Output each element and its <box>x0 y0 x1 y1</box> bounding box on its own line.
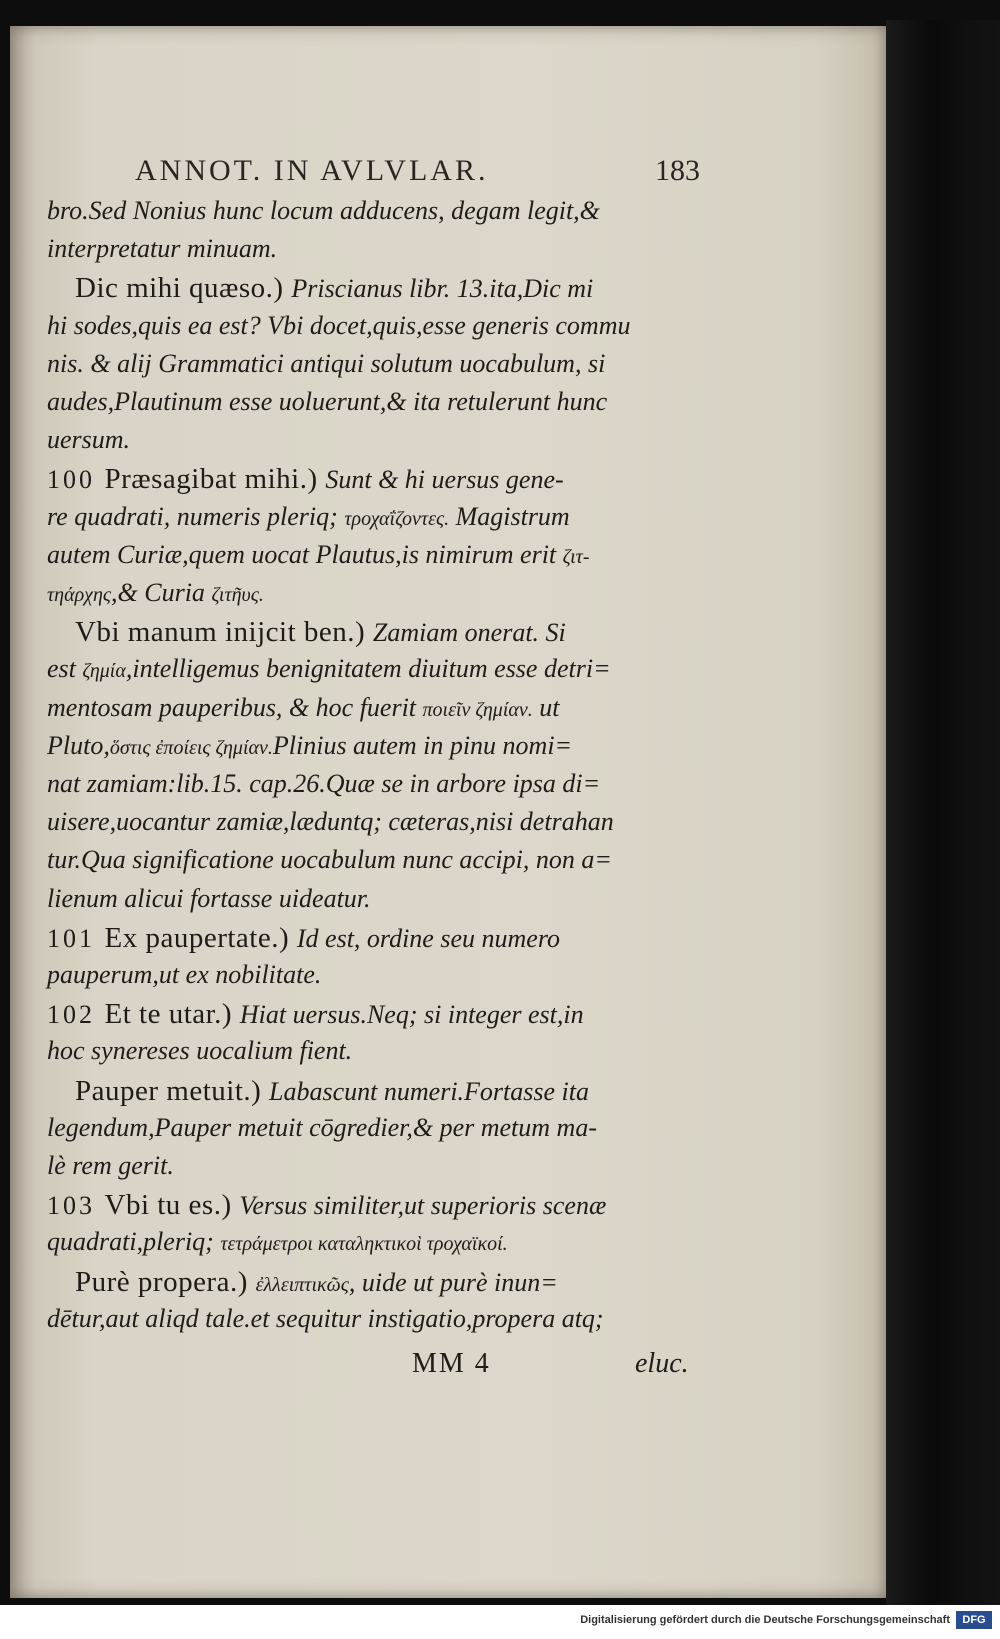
commentary-text: ,intelligemus benignitatem diuitum esse detri= <box>125 654 611 684</box>
text-line <box>47 693 560 723</box>
commentary-text: dētur,aut aliqd tale.et sequitur instigatio,propera atq; <box>47 1303 604 1333</box>
commentary-text: uersum. <box>47 425 131 455</box>
line-number: 100 <box>47 465 105 495</box>
commentary-text: legendum,Pauper metuit cōgredier,& per metum ma- <box>47 1112 597 1142</box>
commentary-text: uisere,uocantur zamiæ,læduntq; cæteras,nisi detrahan <box>47 807 614 837</box>
text-line <box>47 1227 508 1257</box>
text-line <box>75 1266 558 1299</box>
text-line <box>47 1304 604 1334</box>
text-line <box>47 578 264 608</box>
text-line <box>47 349 605 379</box>
text-line <box>47 769 600 799</box>
running-head: ANNOT. IN AVLVLAR. <box>135 154 489 187</box>
lemma-text: Dic mihi quæso.) <box>75 272 292 305</box>
commentary-text: Id est, ordine seu numero <box>296 923 560 953</box>
text-line <box>47 1036 352 1066</box>
text-line <box>47 807 614 837</box>
commentary-text: Labascunt numeri.Fortasse ita <box>269 1076 589 1106</box>
text-line <box>47 311 630 341</box>
text-line <box>47 540 590 570</box>
line-number: 103 <box>47 1191 105 1221</box>
lemma-text: Pauper metuit.) <box>75 1074 270 1107</box>
catchword: eluc. <box>635 1348 689 1379</box>
commentary-text: nat zamiam:lib.15. cap.26.Quæ se in arbore ipsa di= <box>47 769 601 798</box>
commentary-text: quadrati,pleriq; <box>47 1227 221 1257</box>
footer-bar <box>0 1605 1000 1639</box>
lemma-text: Purè propera.) <box>75 1265 256 1298</box>
commentary-text: re quadrati, numeris pleriq; <box>47 501 345 531</box>
greek-text: τροχαΐζοντες. <box>344 507 450 530</box>
text-line <box>47 387 607 417</box>
commentary-text: Plinius autem in pinu nomi= <box>272 730 573 760</box>
text-line <box>47 1151 174 1181</box>
commentary-text: Pluto, <box>47 730 110 760</box>
commentary-text: pauperum,ut ex nobilitate. <box>47 960 322 989</box>
text-line <box>47 196 600 226</box>
funding-notice: Digitalisierung gefördert durch die Deutsche Forschungsgemeinschaft <box>580 1614 950 1626</box>
commentary-text: autem Curiæ,quem uocat Plautus,is nimirum erit <box>47 539 563 569</box>
commentary-text: ut <box>532 692 560 722</box>
page-number: 183 <box>655 154 700 187</box>
commentary-text: lè rem gerit. <box>47 1151 174 1180</box>
greek-text: ἐλλειπτικῶς <box>255 1273 349 1296</box>
text-line <box>47 731 572 761</box>
commentary-text: est <box>47 654 83 684</box>
running-header <box>135 154 735 194</box>
text-line <box>47 463 564 496</box>
commentary-text: Zamiam onerat. Si <box>372 618 566 648</box>
text-line <box>47 425 130 455</box>
commentary-text: hi sodes,quis ea est? Vbi docet,quis,esse generis commu <box>47 310 631 340</box>
commentary-text: Sunt & hi uersus gene- <box>325 465 564 495</box>
greek-text: ὅστις ἐποίεις ζημίαν. <box>109 736 273 759</box>
lemma-text: Et te utar.) <box>104 998 240 1031</box>
text-line <box>47 960 321 990</box>
commentary-text: Priscianus libr. 13.ita,Dic mi <box>291 274 594 304</box>
text-line <box>47 1189 606 1222</box>
commentary-text: ,& Curia <box>111 578 212 607</box>
lemma-text: Vbi tu es.) <box>104 1189 240 1222</box>
commentary-text: , uide ut purè inun= <box>348 1267 558 1297</box>
lemma-text: Præsagibat mihi.) <box>104 463 326 496</box>
line-number: 102 <box>47 1000 105 1030</box>
commentary-text: interpretatur minuam. <box>47 234 278 264</box>
text-line <box>47 845 612 875</box>
text-line <box>47 234 277 264</box>
book-spine <box>886 20 1000 1610</box>
commentary-text: hoc synereses uocalium fient. <box>47 1036 353 1066</box>
commentary-text: bro.Sed Nonius hunc locum adducens, degam legit,& <box>47 196 600 225</box>
greek-text: ζιτ- <box>562 545 590 568</box>
text-line <box>47 654 611 684</box>
commentary-text: Magistrum <box>449 501 570 531</box>
greek-text: τετράμετροι καταληκτικοὶ τροχαϊκοί. <box>220 1233 508 1256</box>
lemma-text: Ex paupertate.) <box>104 921 297 954</box>
lemma-text: Vbi manum inijcit ben.) <box>75 616 373 649</box>
commentary-text: audes,Plautinum esse uoluerunt,& ita retulerunt hunc <box>47 387 608 416</box>
commentary-text: Hiat uersus.Neq; si integer est,in <box>239 1000 584 1030</box>
text-line <box>47 998 584 1031</box>
text-line <box>47 502 570 532</box>
text-line <box>47 1113 597 1143</box>
greek-text: ποιεῖν ζημίαν. <box>422 698 533 721</box>
commentary-text: Versus similiter,ut superioris scenæ <box>239 1191 607 1221</box>
text-line <box>47 922 560 955</box>
text-line <box>75 272 593 305</box>
greek-text: ζιτῆυς. <box>211 584 264 606</box>
signature-mark: MM 4 <box>412 1348 491 1379</box>
dfg-logo: DFG <box>956 1611 992 1629</box>
text-line <box>75 616 566 649</box>
commentary-text: lienum alicui fortasse uideatur. <box>47 883 371 913</box>
book-page <box>10 26 886 1598</box>
line-number: 101 <box>47 923 105 953</box>
text-line <box>47 884 371 914</box>
commentary-text: nis. & alij Grammatici antiqui solutum uocabulum, si <box>47 348 606 378</box>
greek-text: ζημία <box>82 660 126 683</box>
greek-text: τηάρχης <box>47 584 112 606</box>
commentary-text: tur.Qua significatione uocabulum nunc accipi, non a= <box>47 845 612 875</box>
text-line <box>75 1075 589 1108</box>
commentary-text: mentosam pauperibus, & hoc fuerit <box>47 692 423 722</box>
